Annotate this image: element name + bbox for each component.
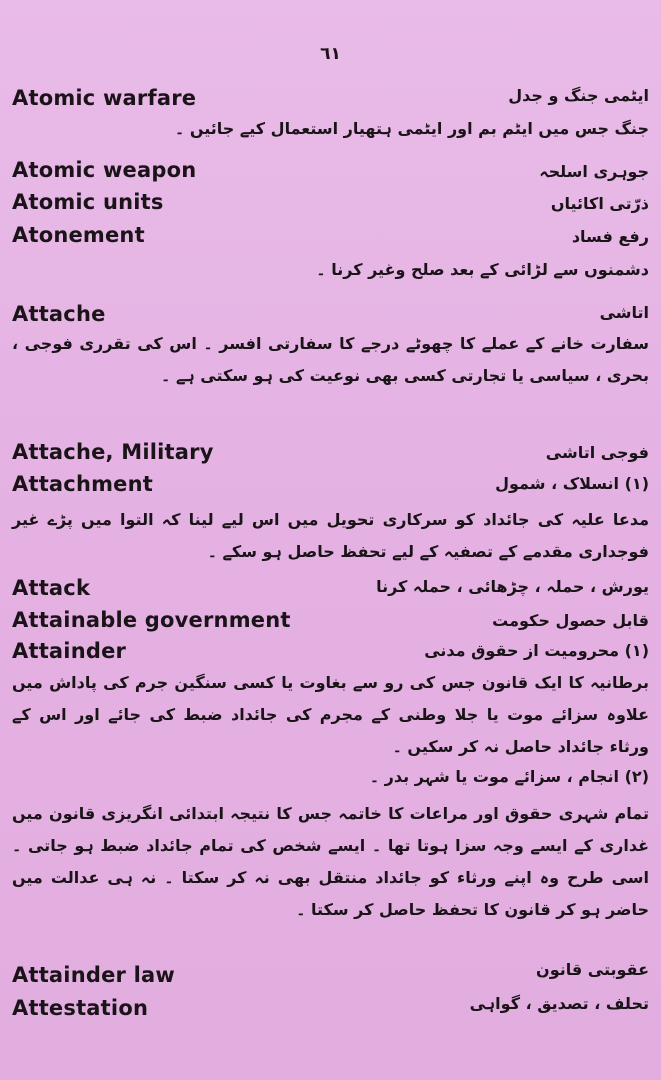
definition-attache: سفارت خانے کے عملے کا چھوٹے درجے کا سفارتی افسر ۔ اس کی تقرری فوجی ، بحری ، سیاسی یا تجارتی کسی بھی نوعیت کی ہو سکتی ہے ۔ [12,334,649,385]
definition-attainder: برطانیہ کا ایک قانون جس کی رو سے بغاوت یا کسی سنگین جرم کی پاداش میں علاوہ سزائے موت یا جلا وطنی کے مجرم کی جائداد ضبط کی جائے اور اس کے ورثاء جائداد حاصل نہ کر سکیں ۔ [12,673,649,756]
urdu-atomic-units: ذرّتی اکائیاں [550,194,649,213]
term-atonement: Atonement [12,223,145,247]
term-attack: Attack [12,576,91,600]
term-attainable-government: Attainable government [12,608,291,632]
urdu-attainable-government: قابل حصول حکومت [492,611,649,630]
urdu-attache-military: فوجی اتاشی [545,443,649,462]
urdu-attainder: (۱) محرومیت از حقوق مدنی [424,641,649,660]
term-attachment: Attachment [12,472,154,496]
definition-attachment: مدعا علیہ کی جائداد کو سرکاری تحویل میں اس لیے لینا کہ التوا میں پڑے غیر فوجداری مقدمے کے تصفیہ کے لیے تحفظ حاصل ہو سکے ۔ [12,510,649,561]
urdu-atonement: رفع فساد [571,227,649,246]
definition-atonement: دشمنوں سے لڑائی کے بعد صلح وغیر کرنا ۔ [316,260,649,279]
definition-attainder-2: تمام شہری حقوق اور مراعات کا خاتمہ جس کا نتیجہ ابتدائی انگریزی قانون میں غداری کے ایسے وجہ سزا ہوتا تھا ۔ ایسے شخص کی تمام جائداد ضبط ہو جاتی ۔ اسی طرح وہ اپنے ورثاء کو جائداد منتقل بھی نہ کر سکتا ۔ نہ ہی عدالت میں حاضر ہو کر قانون کا تحفظ حاصل کر سکتا ۔ [12,804,649,919]
definition-atomic-warfare: جنگ جس میں ایٹم بم اور ایٹمی ہتھیار استعمال کیے جائیں ۔ [174,119,649,138]
urdu-attainder-law: عقوبتی قانون [536,960,649,979]
urdu-attack: یورش ، حملہ ، چڑھائی ، حملہ کرنا [376,577,649,596]
urdu-atomic-weapon: جوہری اسلحہ [539,162,649,181]
term-atomic-warfare: Atomic warfare [12,86,197,110]
term-attestation: Attestation [12,996,149,1020]
term-atomic-units: Atomic units [12,190,164,214]
urdu-attainder-sub-2: (۲) انجام ، سزائے موت یا شہر بدر ۔ [369,767,649,786]
page-number: ٦١ [320,44,341,64]
term-attache-military: Attache, Military [12,440,214,464]
term-atomic-weapon: Atomic weapon [12,158,197,182]
term-attainder: Attainder [12,639,127,663]
term-attache: Attache [12,302,106,326]
urdu-attache: اتاشی [599,303,649,322]
urdu-atomic-warfare: ایٹمی جنگ و جدل [508,86,649,105]
term-attainder-law: Attainder law [12,963,175,987]
urdu-attestation: تحلف ، تصدیق ، گواہی [469,994,649,1013]
urdu-attachment: (۱) انسلاک ، شمول [495,474,649,493]
